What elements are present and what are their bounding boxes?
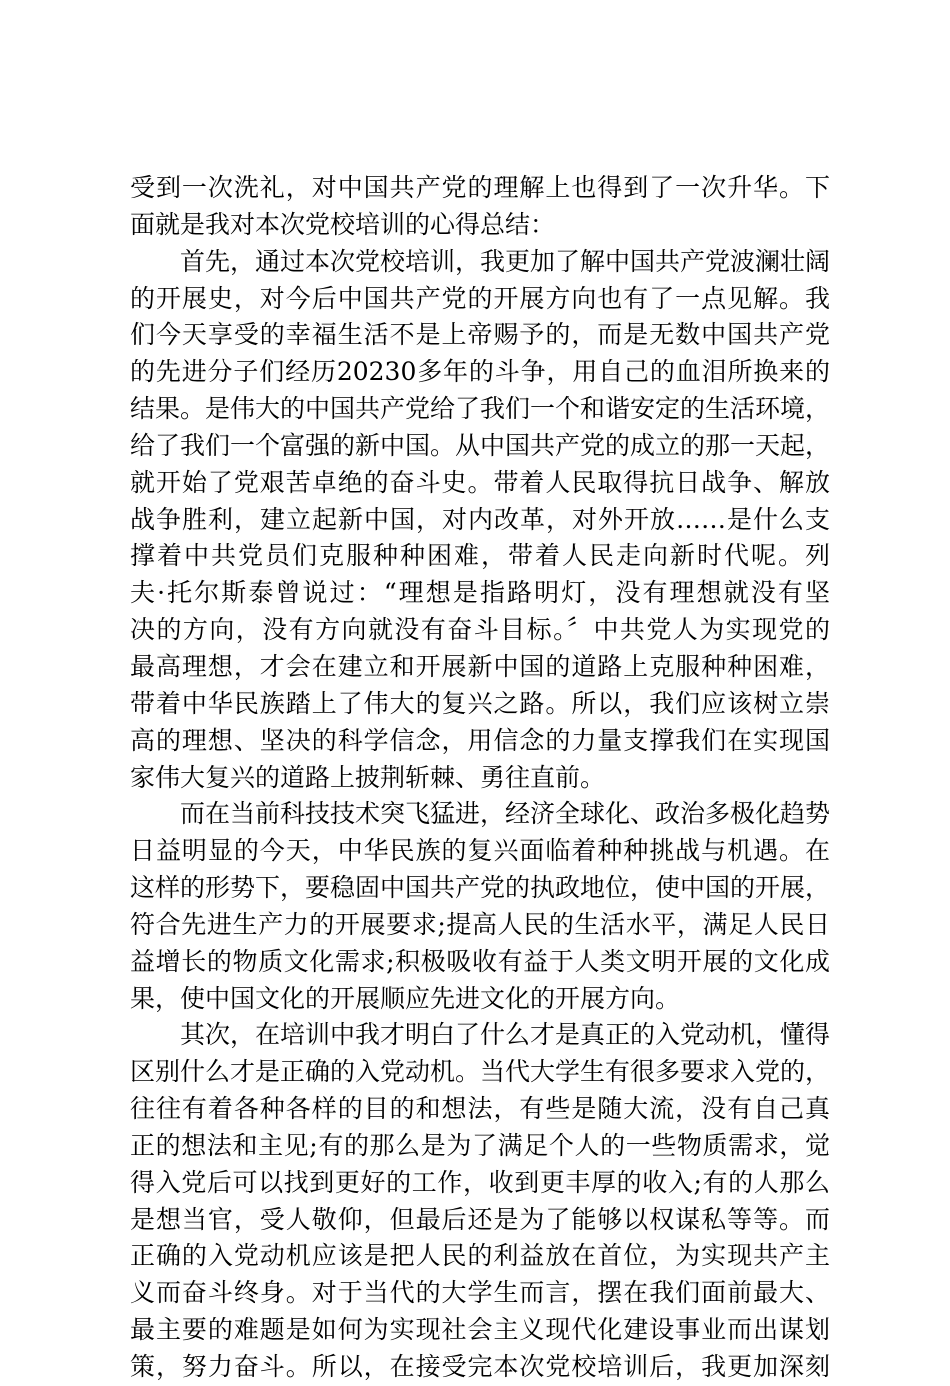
text-line: 最主要的难题是如何为实现社会主义现代化建设事业而出谋划 xyxy=(130,1315,830,1345)
text-line: 策，努力奋斗。所以，在接受完本次党校培训后，我更加深刻 xyxy=(130,1352,830,1381)
text-line: 战争胜利，建立起新中国，对内改革，对外开放……是什么支 xyxy=(130,504,830,534)
text-line: 果，使中国文化的开展顺应先进文化的开展方向。 xyxy=(130,983,681,1013)
text-line: 是想当官，受人敬仰，但最后还是为了能够以权谋私等等。而 xyxy=(130,1204,830,1234)
text-line: 得入党后可以找到更好的工作，收到更丰厚的收入;有的人那么 xyxy=(130,1167,830,1197)
text-line: 义而奋斗终身。对于当代的大学生而言，摆在我们面前最大、 xyxy=(130,1278,830,1308)
text-line: 日益明显的今天，中华民族的复兴面临着种种挑战与机遇。在 xyxy=(130,836,830,866)
text-line: 给了我们一个富强的新中国。从中国共产党的成立的那一天起， xyxy=(130,430,831,460)
text-line: 带着中华民族踏上了伟大的复兴之路。所以，我们应该树立崇 xyxy=(130,688,830,718)
paragraph-start-line: 其次，在培训中我才明白了什么才是真正的入党动机，懂得 xyxy=(180,1020,831,1050)
text-line: 家伟大复兴的道路上披荆斩棘、勇往直前。 xyxy=(130,762,606,792)
text-line: 区别什么才是正确的入党动机。当代大学生有很多要求入党的， xyxy=(130,1057,831,1087)
text-line: 面就是我对本次党校培训的心得总结： xyxy=(130,209,556,239)
text-line: 的开展史，对今后中国共产党的开展方向也有了一点见解。我 xyxy=(130,283,830,313)
text-line: 益增长的物质文化需求;积极吸收有益于人类文明开展的文化成 xyxy=(130,946,830,976)
text-line: 正的想法和主见;有的那么是为了满足个人的一些物质需求，觉 xyxy=(130,1130,830,1160)
text-line: 夫·托尔斯泰曾说过：“理想是指路明灯，没有理想就没有坚 xyxy=(130,578,830,608)
text-line: 往往有着各种各样的目的和想法，有些是随大流，没有自己真 xyxy=(130,1094,830,1124)
text-line: 结果。是伟大的中国共产党给了我们一个和谐安定的生活环境， xyxy=(130,394,831,424)
text-line: 就开始了党艰苦卓绝的奋斗史。带着人民取得抗日战争、解放 xyxy=(130,467,830,497)
text-line: 这样的形势下，要稳固中国共产党的执政地位，使中国的开展， xyxy=(130,873,831,903)
text-line: 的先进分子们经历20230多年的斗争，用自己的血泪所换来的 xyxy=(130,357,830,387)
paragraph-start-line: 而在当前科技技术突飞猛进，经济全球化、政治多极化趋势 xyxy=(180,799,831,829)
text-line: 撑着中共党员们克服种种困难，带着人民走向新时代呢。列 xyxy=(130,541,830,571)
text-line: 高的理想、坚决的科学信念，用信念的力量支撑我们在实现国 xyxy=(130,725,830,755)
text-line: 们今天享受的幸福生活不是上帝赐予的，而是无数中国共产党 xyxy=(130,320,830,350)
paragraph-start-line: 首先，通过本次党校培训，我更加了解中国共产党波澜壮阔 xyxy=(180,246,831,276)
body-text xyxy=(130,170,830,1386)
text-line: 受到一次洗礼，对中国共产党的理解上也得到了一次升华。下 xyxy=(130,173,830,202)
text-line: 符合先进生产力的开展要求;提高人民的生活水平，满足人民日 xyxy=(130,909,830,939)
text-line: 正确的入党动机应该是把人民的利益放在首位，为实现共产主 xyxy=(130,1241,830,1271)
text-line: 最高理想，才会在建立和开展新中国的道路上克服种种困难， xyxy=(130,651,830,681)
text-line: 决的方向，没有方向就没有奋斗目标。〞中共党人为实现党的 xyxy=(130,615,830,645)
